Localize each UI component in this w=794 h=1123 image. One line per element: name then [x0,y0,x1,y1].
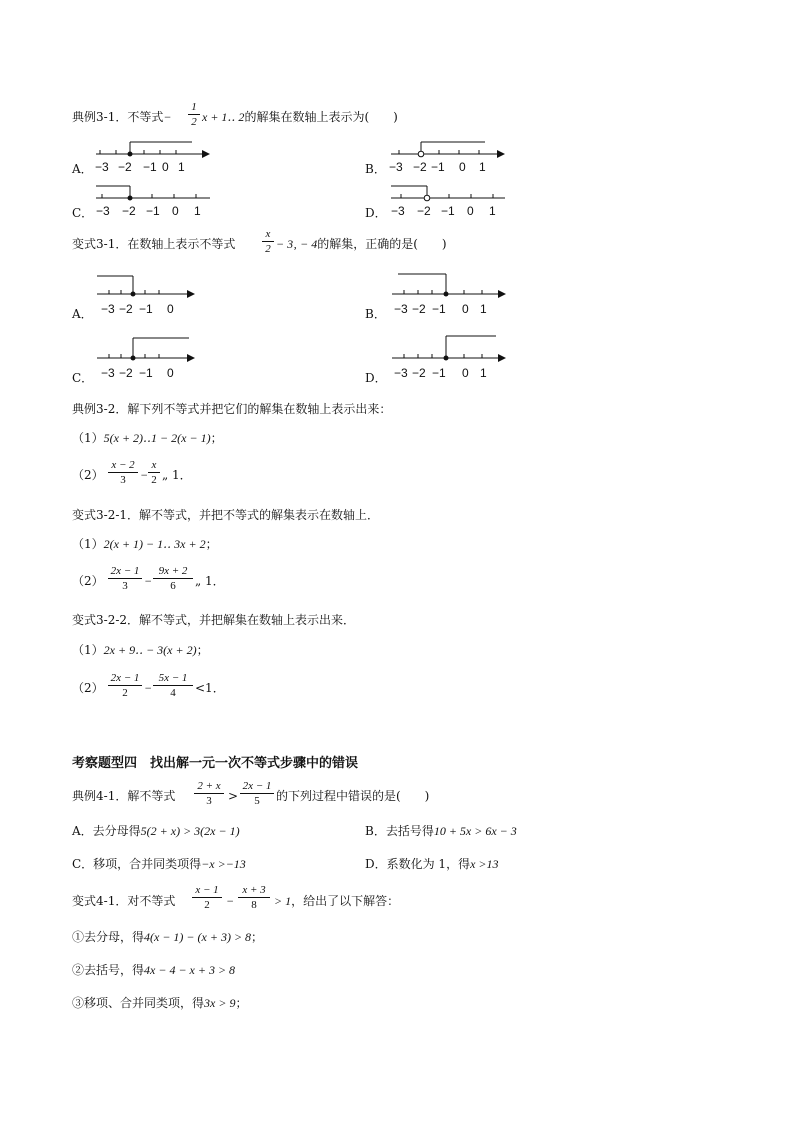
arrow-icon [187,290,195,298]
tick-label: 1 [479,160,486,174]
ex31-tail [202,109,398,125]
ex31-fraction [188,101,200,128]
ex31-number-line-d [387,182,511,220]
var41-frac2: x + 3 8 [238,884,270,911]
tick-label: −3 [391,204,405,218]
var31-number-line-d [390,332,508,382]
var321-title: 变式3-2-1．解不等式，并把不等式的解集表示在数轴上． [72,508,380,522]
ex31-frac-den: 2 [191,116,197,128]
var321-part2-frac1: 2x − 1 3 [108,565,142,592]
ex31-tail-text: 的解集在数轴上表示为( ) [244,110,398,124]
var41-label: 变式4-1．对不等式 [72,894,176,908]
var31-label: 变式3-1．在数轴上表示不等式 [72,237,236,251]
arrow-icon [202,150,210,158]
tick-label: 1 [194,204,201,218]
var31-number-line-c [95,332,197,382]
var31-tail: − 3‚ − 4的解集，正确的是( ) [276,237,447,251]
ex31-option-c[interactable]: C． [72,206,94,220]
var41-step2: ②去括号，得4x − 4 − x + 3 > 8 [72,963,236,977]
tick-label: 1 [480,366,487,380]
tick-label: −2 [122,204,136,218]
tick-label: −1 [431,160,445,174]
arrow-icon [497,150,505,158]
ex41-gt: > [228,789,239,803]
tick-label: 0 [167,302,174,316]
var322-part2-end: <1． [195,681,225,695]
ex32-part1: （1）5(x + 2)‥1 − 2(x − 1)； [72,431,223,445]
ex41-option-d[interactable]: D．系数化为 1，得x >13 [365,857,499,871]
ex41-option-a[interactable]: A．去分母得5(2 + x) > 3(2x − 1) [72,824,240,838]
tick-label: −1 [441,204,455,218]
var322-part2-label: （2） [72,681,104,695]
ex41-option-c[interactable]: C．移项，合并同类项得−x >−13 [72,857,246,871]
ex41-frac2: 2x − 1 5 [240,780,274,807]
tick-label: −3 [394,366,408,380]
ex41-tail: 的下列过程中错误的是( ) [276,789,430,803]
tick-label: −2 [412,366,426,380]
tick-label: −1 [139,302,153,316]
ex31-stem: 典例3-1．不等式− [72,110,172,124]
tick-label: −3 [101,366,115,380]
var31-option-c[interactable]: C． [72,371,94,385]
ex41-option-b[interactable]: B．去括号得10 + 5x > 6x − 3 [365,824,517,838]
ex31-tail-math: x + 1‥ 2 [202,110,245,124]
ex31-option-a[interactable]: A． [72,162,93,176]
ex31-option-b[interactable]: B． [365,162,386,176]
ex31-label: 典例3-1．不等式 [72,110,164,124]
tick-label: −1 [432,302,446,316]
var321-part1: （1）2(x + 1) − 1‥ 3x + 2； [72,537,218,551]
var41-minus: − [226,894,235,908]
tick-label: 1 [489,204,496,218]
var41-step3: ③移项、合并同类项，得3x > 9； [72,996,248,1010]
var321-part2-label: （2） [72,574,104,588]
tick-label: −1 [143,160,157,174]
ex32-part2-minus: − [140,468,149,482]
tick-label: 0 [162,160,169,174]
ex31-number-line-a [92,138,212,176]
var321-part2-frac2: 9x + 2 6 [153,565,193,592]
ex31-frac-num: 1 [191,101,197,113]
ex32-part2-frac2: x 2 [148,459,160,486]
arrow-icon [187,354,195,362]
tick-label: −2 [417,204,431,218]
var31-number-line-b [390,268,508,318]
var31-fraction: x 2 [262,228,274,255]
tick-label: 0 [172,204,179,218]
var322-title: 变式3-2-2．解不等式，并把解集在数轴上表示出来． [72,613,356,627]
var41-frac1: x − 1 2 [192,884,222,911]
tick-label: −2 [119,302,133,316]
section4-title: 考察题型四 找出解一元一次不等式步骤中的错误 [72,756,359,771]
var31-stem [72,236,235,252]
tick-label: 0 [462,366,469,380]
ex31-number-line-b [387,138,507,176]
tick-label: 1 [480,302,487,316]
tick-label: −3 [95,160,109,174]
var31-option-b[interactable]: B． [365,307,386,321]
tick-label: 0 [467,204,474,218]
var321-part2-minus: − [144,574,153,588]
tick-label: −1 [139,366,153,380]
var322-part2-frac2: 5x − 1 4 [153,672,193,699]
tick-label: −2 [118,160,132,174]
tick-label: −3 [101,302,115,316]
tick-label: −3 [96,204,110,218]
tick-label: 0 [167,366,174,380]
ex41-frac1: 2 + x 3 [194,780,224,807]
var322-part2-minus: − [144,681,153,695]
var31-option-d[interactable]: D． [365,371,387,385]
arrow-icon [498,290,506,298]
tick-label: −3 [389,160,403,174]
ex32-part2-frac1: x − 2 3 [108,459,138,486]
var31-number-line-a [95,268,197,318]
ex31-option-d[interactable]: D． [365,206,387,220]
ex32-part2-end: „ 1． [162,468,192,482]
tick-label: 0 [462,302,469,316]
var321-part2-end: „ 1． [195,574,225,588]
var322-part2-frac1: 2x − 1 2 [108,672,142,699]
ex32-title: 典例3-2．解下列不等式并把它们的解集在数轴上表示出来： [72,402,392,416]
tick-label: −1 [146,204,160,218]
var41-step1: ①去分母，得4(x − 1) − (x + 3) > 8； [72,930,264,944]
ex41-label: 典例4-1．解不等式 [72,789,176,803]
tick-label: 1 [178,160,185,174]
tick-label: −1 [432,366,446,380]
tick-label: −3 [394,302,408,316]
var322-part1: （1）2x + 9‥ − 3(x + 2)； [72,643,209,657]
tick-label: −2 [413,160,427,174]
var31-option-a[interactable]: A． [72,307,93,321]
tick-label: −2 [119,366,133,380]
ex32-part2-label: （2） [72,468,104,482]
tick-label: 0 [459,160,466,174]
tick-label: −2 [412,302,426,316]
arrow-icon [498,354,506,362]
var41-tail: > 1，给出了以下解答： [274,894,400,908]
ex31-number-line-c [92,182,216,220]
